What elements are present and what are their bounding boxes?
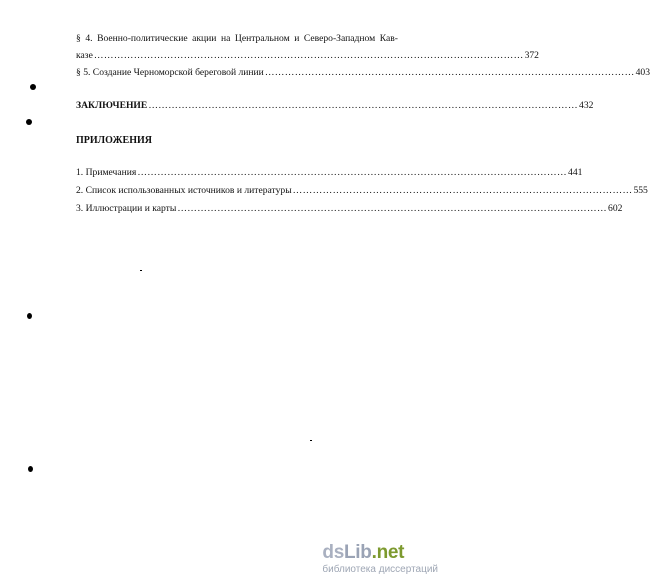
toc-leader-dots: …………………………………………………………………………………………: [292, 185, 633, 196]
toc-appendix-item-label: 1. Примечания: [76, 167, 137, 178]
logo-part-ds: ds: [322, 542, 344, 563]
toc-leader-dots: …………………………………………………………………………………………………………………: [177, 203, 608, 214]
toc-appendix-item-page: 602: [608, 203, 623, 214]
toc-leader-dots: …………………………………………………………………………………………………………………: [93, 50, 524, 61]
logo-part-lib: Lib: [344, 542, 372, 563]
logo-part-net: .net: [371, 542, 405, 563]
toc-appendix-item-page: 441: [568, 167, 583, 178]
binder-hole-mark: [27, 313, 32, 319]
scan-speck: [140, 270, 142, 271]
toc-appendix-item-label: 2. Список использованных источников и литературы: [76, 185, 292, 196]
toc-appendix-item-label: 3. Иллюстрации и карты: [76, 203, 177, 214]
dslib-watermark[interactable]: [322, 543, 438, 576]
appendix-heading: ПРИЛОЖЕНИЯ: [76, 135, 152, 146]
toc-appendix-item-1: [76, 167, 583, 179]
toc-leader-dots: …………………………………………………………………………………………………………………: [137, 167, 568, 178]
toc-conclusion: [76, 100, 594, 112]
toc-appendix-item-2: [76, 185, 648, 197]
toc-section-4-title: § 4. Военно-политические акции на Центральном и Северо-Западном Кав-: [76, 33, 398, 44]
dslib-subtitle: библиотека диссертаций: [322, 564, 438, 575]
toc-section-4-page: 372: [524, 50, 539, 61]
scan-speck: [310, 440, 312, 441]
binder-hole-mark: [30, 84, 36, 90]
toc-leader-dots: …………………………………………………………………………………………………………………: [148, 100, 579, 111]
toc-conclusion-label: ЗАКЛЮЧЕНИЕ: [76, 100, 148, 111]
toc-section-4-label: казе: [76, 50, 93, 61]
binder-hole-mark: [28, 466, 33, 472]
toc-leader-dots: …………………………………………………………………………………………………: [264, 67, 635, 78]
toc-section-5-label: § 5. Создание Черноморской береговой линии: [76, 67, 264, 78]
toc-conclusion-page: 432: [579, 100, 594, 111]
toc-section-4-continuation: [76, 50, 539, 62]
toc-appendix-item-3: [76, 203, 623, 215]
toc-section-5-page: 403: [635, 67, 650, 78]
toc-appendix-item-page: 555: [633, 185, 648, 196]
binder-hole-mark: [26, 119, 32, 125]
toc-section-5: [76, 67, 650, 79]
dslib-logo: [322, 543, 438, 563]
